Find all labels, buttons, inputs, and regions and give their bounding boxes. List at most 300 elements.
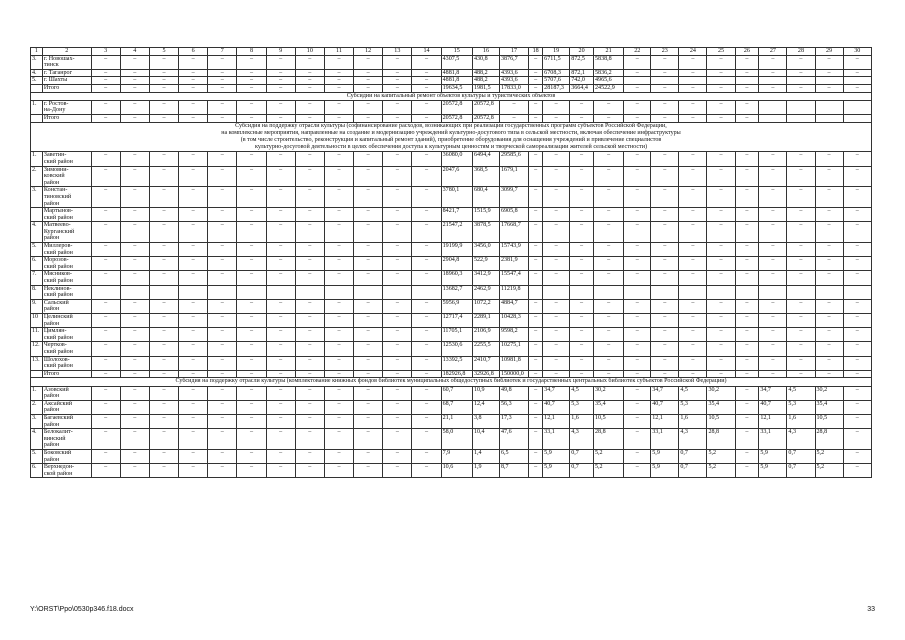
value-cell: – (324, 84, 353, 92)
value-cell: – (570, 356, 594, 370)
value-cell: – (679, 314, 707, 328)
value-cell: 4881,8 (441, 69, 472, 77)
value-cell: – (412, 208, 441, 222)
value-cell: – (679, 222, 707, 243)
value-cell: – (787, 299, 815, 313)
value-cell: – (593, 314, 623, 328)
value-cell (787, 100, 815, 114)
row-number-cell: 13. (31, 356, 43, 370)
column-number: 23 (651, 48, 679, 56)
value-cell: 33,1 (651, 429, 679, 450)
value-cell: 17833,0 (499, 84, 528, 92)
section-heading: Субсидия на поддержку отрасли культуры (комплектование книжных фондов библиотек муниципальных общедоступных библиотек и государственных центральных библиотек субъектов Российской Федерации) (31, 378, 872, 386)
value-cell: – (237, 243, 266, 257)
value-cell: – (735, 370, 759, 378)
value-cell (759, 100, 787, 114)
value-cell: – (354, 342, 383, 356)
value-cell (815, 114, 843, 122)
value-cell: – (843, 299, 871, 313)
row-number-cell: 3. (31, 414, 43, 428)
value-cell: – (295, 299, 324, 313)
row-number-cell: 8. (31, 285, 43, 299)
value-cell: – (383, 77, 412, 85)
value-cell: – (843, 314, 871, 328)
column-number: 16 (472, 48, 499, 56)
value-cell: – (529, 222, 543, 243)
value-cell: 5836,2 (593, 69, 623, 77)
municipality-name-cell: Сальский район (42, 299, 91, 313)
value-cell: – (120, 400, 149, 414)
value-cell: – (266, 222, 295, 243)
value-cell: – (120, 271, 149, 285)
value-cell: – (383, 208, 412, 222)
value-cell: – (120, 342, 149, 356)
value-cell: – (295, 429, 324, 450)
value-cell: 7,9 (441, 449, 472, 463)
value-cell: – (149, 400, 178, 414)
value-cell: – (179, 77, 208, 85)
value-cell: – (383, 464, 412, 478)
value-cell: – (295, 342, 324, 356)
value-cell: 19199,9 (441, 243, 472, 257)
value-cell: – (624, 342, 651, 356)
value-cell (570, 285, 594, 299)
value-cell: – (815, 314, 843, 328)
value-cell: – (412, 356, 441, 370)
value-cell: – (179, 414, 208, 428)
value-cell: – (707, 55, 735, 69)
value-cell: – (529, 342, 543, 356)
value-cell: 2106,9 (472, 328, 499, 342)
value-cell: – (624, 208, 651, 222)
value-cell: – (735, 69, 759, 77)
value-cell: 6711,5 (543, 55, 570, 69)
value-cell: – (707, 370, 735, 378)
value-cell: – (383, 328, 412, 342)
value-cell: 6494,4 (472, 152, 499, 166)
value-cell: – (543, 257, 570, 271)
row-number-cell: 1. (31, 152, 43, 166)
value-cell: – (149, 55, 178, 69)
municipality-name-cell: Шолохов- ский район (42, 356, 91, 370)
row-number-cell: 6. (31, 257, 43, 271)
value-cell: – (149, 386, 178, 400)
section-heading-row (31, 378, 872, 386)
value-cell: – (383, 166, 412, 187)
value-cell: – (383, 299, 412, 313)
value-cell: – (735, 257, 759, 271)
table-row (31, 208, 872, 222)
column-number: 14 (412, 48, 441, 56)
value-cell: 15743,9 (499, 243, 528, 257)
value-cell: 5,9 (543, 449, 570, 463)
value-cell: 20572,8 (441, 114, 472, 122)
value-cell: – (354, 222, 383, 243)
value-cell: – (91, 84, 120, 92)
value-cell: 19634,5 (441, 84, 472, 92)
value-cell: 5,3 (787, 400, 815, 414)
value-cell: – (759, 84, 787, 92)
value-cell: – (266, 386, 295, 400)
value-cell: – (91, 55, 120, 69)
value-cell: – (759, 342, 787, 356)
value-cell: – (237, 187, 266, 208)
column-number: 28 (787, 48, 815, 56)
value-cell: – (570, 257, 594, 271)
value-cell: – (707, 257, 735, 271)
value-cell: – (295, 69, 324, 77)
value-cell: – (324, 243, 353, 257)
value-cell: – (208, 166, 237, 187)
value-cell: – (91, 257, 120, 271)
value-cell: – (383, 271, 412, 285)
value-cell: – (787, 84, 815, 92)
column-number: 13 (383, 48, 412, 56)
value-cell: – (570, 314, 594, 328)
value-cell: – (529, 299, 543, 313)
value-cell: – (354, 314, 383, 328)
value-cell: 47,6 (499, 429, 528, 450)
value-cell: – (707, 299, 735, 313)
value-cell: 1981,5 (472, 84, 499, 92)
value-cell: – (179, 222, 208, 243)
value-cell: – (324, 464, 353, 478)
value-cell: – (149, 152, 178, 166)
value-cell: – (91, 328, 120, 342)
value-cell: – (383, 84, 412, 92)
value-cell: – (543, 328, 570, 342)
value-cell: – (651, 243, 679, 257)
value-cell: – (412, 166, 441, 187)
value-cell: 0,7 (570, 449, 594, 463)
value-cell: – (120, 370, 149, 378)
value-cell: – (354, 243, 383, 257)
value-cell: – (208, 314, 237, 328)
value-cell: – (266, 449, 295, 463)
value-cell: – (679, 100, 707, 114)
value-cell: – (149, 77, 178, 85)
value-cell: – (735, 166, 759, 187)
value-cell: – (679, 55, 707, 69)
row-number-cell: 2. (31, 166, 43, 187)
value-cell: 5956,9 (441, 299, 472, 313)
value-cell: 3780,1 (441, 187, 472, 208)
value-cell: – (91, 77, 120, 85)
value-cell: – (237, 100, 266, 114)
value-cell: – (815, 84, 843, 92)
value-cell: – (149, 328, 178, 342)
value-cell: – (815, 342, 843, 356)
value-cell: – (651, 328, 679, 342)
table-row (31, 77, 872, 85)
value-cell: – (149, 314, 178, 328)
row-number-cell (31, 208, 43, 222)
table-row (31, 356, 872, 370)
value-cell: – (237, 314, 266, 328)
value-cell: – (91, 429, 120, 450)
value-cell: – (412, 100, 441, 114)
value-cell: – (570, 152, 594, 166)
value-cell (324, 285, 353, 299)
value-cell: – (759, 166, 787, 187)
value-cell: – (91, 243, 120, 257)
value-cell: – (651, 84, 679, 92)
value-cell: – (707, 243, 735, 257)
value-cell: – (651, 271, 679, 285)
value-cell: – (149, 370, 178, 378)
value-cell: – (843, 400, 871, 414)
value-cell: – (651, 342, 679, 356)
value-cell: – (787, 314, 815, 328)
value-cell: – (624, 69, 651, 77)
value-cell: – (624, 166, 651, 187)
value-cell: – (324, 400, 353, 414)
value-cell: – (179, 100, 208, 114)
value-cell: – (179, 114, 208, 122)
table-row (31, 257, 872, 271)
column-number: 18 (529, 48, 543, 56)
row-number-cell (31, 84, 43, 92)
value-cell: – (412, 299, 441, 313)
value-cell: 2047,6 (441, 166, 472, 187)
row-number-cell: 5. (31, 449, 43, 463)
value-cell: 2904,8 (441, 257, 472, 271)
value-cell: 32926,8 (472, 370, 499, 378)
value-cell: – (120, 356, 149, 370)
value-cell: – (120, 166, 149, 187)
value-cell: – (324, 166, 353, 187)
value-cell: 5,2 (707, 464, 735, 478)
value-cell: 40,7 (543, 400, 570, 414)
value-cell: – (843, 69, 871, 77)
value-cell: – (120, 257, 149, 271)
table-row (31, 100, 872, 114)
value-cell: – (179, 449, 208, 463)
value-cell: 5,2 (593, 449, 623, 463)
value-cell: 8421,7 (441, 208, 472, 222)
column-number: 30 (843, 48, 871, 56)
value-cell: 4393,6 (499, 69, 528, 77)
value-cell: – (843, 328, 871, 342)
value-cell: – (237, 114, 266, 122)
value-cell: – (593, 114, 623, 122)
municipality-name-cell: Морозов- ский район (42, 257, 91, 271)
value-cell: – (179, 69, 208, 77)
value-cell: – (759, 328, 787, 342)
municipality-name-cell: Чертков- ский район (42, 342, 91, 356)
value-cell: 12,1 (543, 414, 570, 428)
value-cell: – (120, 77, 149, 85)
value-cell: 1072,2 (472, 299, 499, 313)
value-cell: – (679, 166, 707, 187)
value-cell: – (651, 114, 679, 122)
value-cell: – (179, 386, 208, 400)
value-cell: – (120, 100, 149, 114)
value-cell: 24522,9 (593, 84, 623, 92)
row-number-cell: 1. (31, 100, 43, 114)
value-cell: – (208, 328, 237, 342)
value-cell: – (570, 271, 594, 285)
value-cell: 0,7 (787, 464, 815, 478)
value-cell: – (354, 55, 383, 69)
value-cell (149, 285, 178, 299)
value-cell: – (593, 370, 623, 378)
value-cell: – (266, 55, 295, 69)
value-cell: – (266, 208, 295, 222)
value-cell: – (843, 166, 871, 187)
value-cell: – (208, 449, 237, 463)
value-cell: – (149, 464, 178, 478)
value-cell: – (759, 370, 787, 378)
value-cell: – (651, 208, 679, 222)
value-cell: – (237, 152, 266, 166)
column-number: 7 (208, 48, 237, 56)
value-cell: – (529, 400, 543, 414)
municipality-name-cell: г. Шахты (42, 77, 91, 85)
column-number: 21 (593, 48, 623, 56)
value-cell: – (383, 414, 412, 428)
value-cell: – (237, 69, 266, 77)
value-cell (237, 285, 266, 299)
value-cell: – (208, 77, 237, 85)
value-cell: – (759, 314, 787, 328)
budget-table-page (30, 47, 872, 478)
value-cell: – (91, 187, 120, 208)
value-cell: 0,7 (679, 449, 707, 463)
value-cell: – (120, 84, 149, 92)
column-number: 5 (149, 48, 178, 56)
value-cell: – (237, 429, 266, 450)
value-cell: 12717,4 (441, 314, 472, 328)
value-cell: – (208, 464, 237, 478)
row-number-cell: 12. (31, 342, 43, 356)
column-number: 9 (266, 48, 295, 56)
value-cell: – (383, 69, 412, 77)
value-cell: – (543, 187, 570, 208)
value-cell (843, 285, 871, 299)
value-cell: – (91, 400, 120, 414)
value-cell: – (707, 100, 735, 114)
value-cell: 40,7 (759, 400, 787, 414)
value-cell: – (543, 356, 570, 370)
value-cell: – (412, 243, 441, 257)
value-cell: – (149, 243, 178, 257)
value-cell: – (120, 187, 149, 208)
value-cell (843, 100, 871, 114)
value-cell: – (570, 299, 594, 313)
value-cell: – (624, 328, 651, 342)
value-cell: – (735, 328, 759, 342)
value-cell: – (149, 356, 178, 370)
value-cell: 1679,1 (499, 166, 528, 187)
value-cell (843, 77, 871, 85)
value-cell: 21547,2 (441, 222, 472, 243)
value-cell: – (707, 314, 735, 328)
value-cell: – (815, 222, 843, 243)
value-cell: 12,1 (651, 414, 679, 428)
value-cell: – (91, 314, 120, 328)
value-cell: – (543, 208, 570, 222)
value-cell: – (624, 370, 651, 378)
value-cell: 0,7 (570, 464, 594, 478)
footer-file-path: Y:\ORST\Ppo\0530p346.f18.docx (30, 606, 134, 613)
value-cell: 1,6 (679, 414, 707, 428)
value-cell: – (679, 243, 707, 257)
value-cell: 10,5 (707, 414, 735, 428)
municipality-name-cell: Итого (42, 84, 91, 92)
municipality-name-cell: Неклинов- ский район (42, 285, 91, 299)
value-cell: – (354, 100, 383, 114)
value-cell: – (735, 152, 759, 166)
value-cell: – (529, 429, 543, 450)
value-cell: – (624, 114, 651, 122)
value-cell: – (354, 414, 383, 428)
municipality-name-cell: Миллеров- ский район (42, 243, 91, 257)
value-cell: – (735, 314, 759, 328)
value-cell: – (815, 69, 843, 77)
value-cell: 3412,9 (472, 271, 499, 285)
value-cell: – (843, 449, 871, 463)
value-cell: – (759, 187, 787, 208)
value-cell: – (412, 187, 441, 208)
value-cell: – (208, 84, 237, 92)
value-cell: – (412, 69, 441, 77)
value-cell: – (179, 257, 208, 271)
value-cell: – (208, 100, 237, 114)
value-cell: 20572,8 (441, 100, 472, 114)
value-cell: – (759, 299, 787, 313)
value-cell: – (179, 152, 208, 166)
value-cell: – (543, 152, 570, 166)
column-number: 26 (735, 48, 759, 56)
value-cell: – (543, 166, 570, 187)
value-cell: – (624, 299, 651, 313)
value-cell: – (149, 187, 178, 208)
value-cell: – (412, 429, 441, 450)
value-cell: – (91, 299, 120, 313)
row-number-cell: 3. (31, 55, 43, 69)
value-cell: – (295, 464, 324, 478)
value-cell: 13392,5 (441, 356, 472, 370)
value-cell: – (120, 429, 149, 450)
value-cell: – (383, 429, 412, 450)
value-cell (91, 285, 120, 299)
table-row (31, 386, 872, 400)
value-cell: – (324, 100, 353, 114)
municipality-name-cell: Верхнедон- ской район (42, 464, 91, 478)
table-row (31, 243, 872, 257)
value-cell: – (354, 208, 383, 222)
value-cell: – (759, 271, 787, 285)
value-cell: – (815, 55, 843, 69)
value-cell: – (208, 257, 237, 271)
value-cell: – (266, 370, 295, 378)
row-number-cell: 4. (31, 69, 43, 77)
value-cell: – (179, 243, 208, 257)
value-cell: – (570, 166, 594, 187)
value-cell: – (593, 100, 623, 114)
table-row (31, 285, 872, 299)
value-cell: – (237, 271, 266, 285)
value-cell: 1,6 (787, 414, 815, 428)
value-cell: – (570, 100, 594, 114)
value-cell: – (787, 356, 815, 370)
value-cell: – (593, 328, 623, 342)
value-cell: – (354, 114, 383, 122)
value-cell: – (679, 271, 707, 285)
value-cell: – (529, 356, 543, 370)
value-cell: – (324, 114, 353, 122)
